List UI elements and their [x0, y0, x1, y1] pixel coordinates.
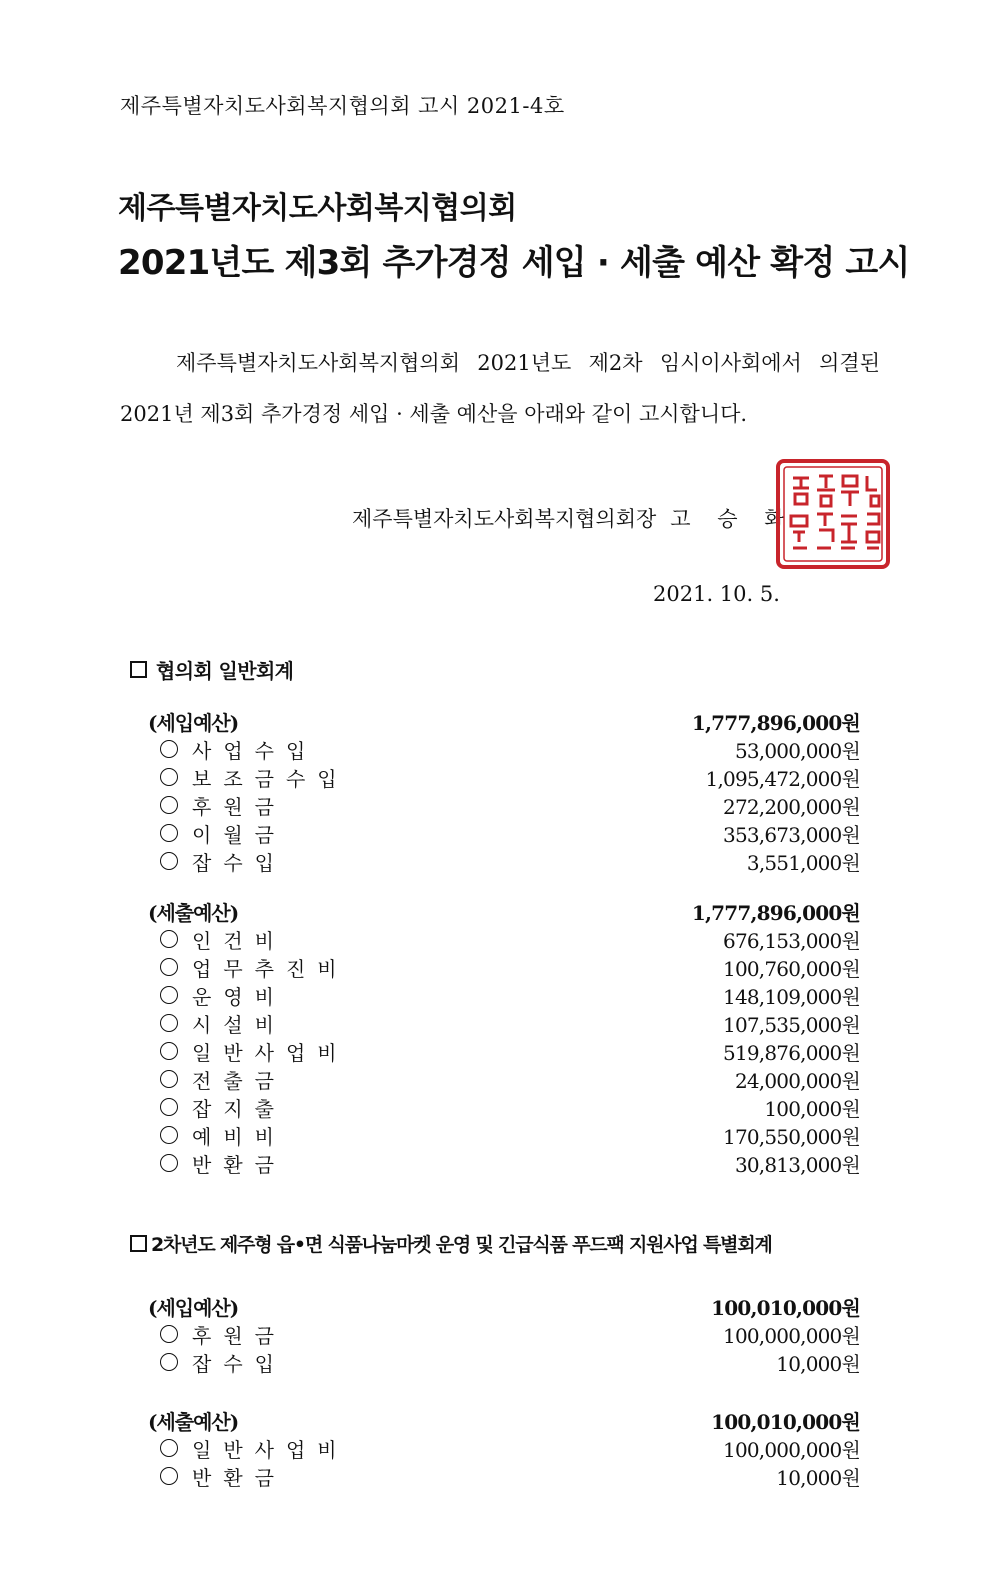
list-item: 시설비 107,535,000원 [148, 1009, 860, 1037]
special-revenue-group [148, 1292, 860, 1376]
circle-bullet-icon [160, 1154, 178, 1172]
revenue-header-row: (세입예산) 1,777,896,000원 [148, 710, 860, 735]
circle-bullet-icon [160, 958, 178, 976]
list-item: 일반사업비 100,000,000원 [148, 1434, 860, 1462]
general-expenditure-group [148, 897, 860, 1177]
list-item: 후원금 272,200,000원 [148, 791, 860, 819]
title-line-1: 제주특별자치도사회복지협의회 [118, 191, 517, 226]
circle-bullet-icon [160, 930, 178, 948]
notice-number: 제주특별자치도사회복지협의회 고시 2021-4호 [120, 94, 565, 118]
list-item: 이월금 353,673,000원 [148, 819, 860, 847]
list-item: 업무추진비 100,760,000원 [148, 953, 860, 981]
section-general-account-title: 협의회 일반회계 [130, 655, 293, 684]
expenditure-header-row: (세출예산) 100,010,000원 [148, 1409, 860, 1434]
list-item: 전출금 24,000,000원 [148, 1065, 860, 1093]
signer-name: 고 승 화 [670, 507, 795, 531]
circle-bullet-icon [160, 1467, 178, 1485]
circle-bullet-icon [160, 852, 178, 870]
general-revenue-group [148, 707, 860, 875]
checkbox-square-icon [130, 661, 147, 678]
signer-title: 제주특별자치도사회복지협의회장 [352, 507, 657, 531]
list-item: 잡수입 3,551,000원 [148, 847, 860, 875]
list-item: 운영비 148,109,000원 [148, 981, 860, 1009]
list-item: 일반사업비 519,876,000원 [148, 1037, 860, 1065]
signer-line [352, 503, 795, 533]
list-item: 잡수입 10,000원 [148, 1348, 860, 1376]
special-expenditure-group [148, 1406, 860, 1490]
revenue-header-row: (세입예산) 100,010,000원 [148, 1295, 860, 1320]
circle-bullet-icon [160, 1353, 178, 1371]
circle-bullet-icon [160, 1042, 178, 1060]
circle-bullet-icon [160, 1070, 178, 1088]
circle-bullet-icon [160, 740, 178, 758]
section-special-account-title: 2차년도 제주형 읍•면 식품나눔마켓 운영 및 긴급식품 푸드팩 지원사업 특별회계 [130, 1230, 772, 1257]
official-seal [775, 458, 891, 570]
circle-bullet-icon [160, 1439, 178, 1457]
list-item: 잡지출 100,000원 [148, 1093, 860, 1121]
circle-bullet-icon [160, 824, 178, 842]
list-item: 반환금 30,813,000원 [148, 1149, 860, 1177]
expenditure-header-row: (세출예산) 1,777,896,000원 [148, 900, 860, 925]
list-item: 반환금 10,000원 [148, 1462, 860, 1490]
checkbox-square-icon [130, 1235, 147, 1252]
notice-date: 2021. 10. 5. [653, 582, 780, 606]
list-item: 후원금 100,000,000원 [148, 1320, 860, 1348]
list-item: 인건비 676,153,000원 [148, 925, 860, 953]
circle-bullet-icon [160, 1325, 178, 1343]
circle-bullet-icon [160, 796, 178, 814]
circle-bullet-icon [160, 1014, 178, 1032]
circle-bullet-icon [160, 1098, 178, 1116]
list-item: 보조금수입 1,095,472,000원 [148, 763, 860, 791]
circle-bullet-icon [160, 1126, 178, 1144]
list-item: 예비비 170,550,000원 [148, 1121, 860, 1149]
intro-paragraph: 제주특별자치도사회복지협의회 2021년도 제2차 임시이사회에서 의결된 2021년 제3회 추가경정 세입 · 세출 예산을 아래와 같이 고시합니다. [120, 351, 880, 426]
circle-bullet-icon [160, 986, 178, 1004]
list-item: 사업수입 53,000,000원 [148, 735, 860, 763]
circle-bullet-icon [160, 768, 178, 786]
title-line-2: 2021년도 제3회 추가경정 세입 · 세출 예산 확정 고시 [118, 243, 910, 283]
